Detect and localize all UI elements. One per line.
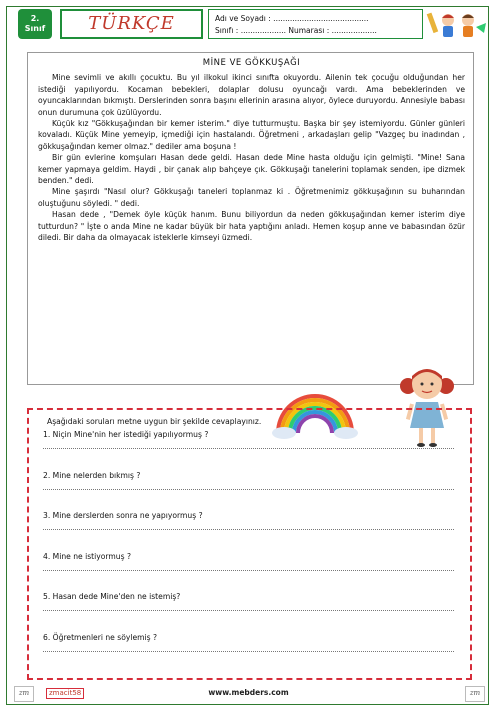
grade-number: 2. [30, 14, 40, 23]
answer-line[interactable] [43, 529, 454, 530]
story-paragraph: Bir gün evlerine komşuları Hasan dede geldi. Hasan dede Mine hasta olduğu için gelmişti. "Mine! Sana kemer yapmaya geldim. Haydi , bir çanak alıp bahçeye çık. Gökkuşağı tanelerini toplamak senden, ipe dizmek benden." dedi. [38, 153, 465, 186]
question-text: 6. Öğretmenleri ne söylemiş ? [43, 632, 158, 642]
grade-badge [18, 9, 52, 39]
website-link[interactable]: www.mebders.com [208, 688, 289, 697]
question-item [39, 552, 460, 593]
questions-section [27, 408, 472, 680]
story-paragraph: Mine sevimli ve akıllı çocuktu. Bu yıl ilkokul ikinci sınıfta okuyordu. Ailenin tek çocuğu olduğundan her istediği yapılıyordu. Kocaman bebekleri, dolaplar dolusu oyuncağı vardı. Ama bebeklerinden ve oyuncaklarından bıkmıştı. Derslerinden sonra başını ellerinin arasına alıyor, öylece duruyordu. Annesiyle babası onun durumuna çok üzülüyordu. [38, 73, 465, 117]
question-item [39, 592, 460, 633]
story-paragraph: Küçük kız "Gökkuşağından bir kemer isterim." diye tutturmuştu. Başka bir şey istemiyordu. Günler günleri kovaladı. Küçük Mine yemeyip, içmediği için hastalandı. Öğretmeni , arkadaşları gelip "Vazgeç bu inadından , gökkuşağından kemer olmaz." dediler ama boşuna ! [38, 119, 465, 151]
question-item [39, 471, 460, 512]
answer-line[interactable] [43, 448, 454, 449]
story-paragraph: Mine şaşırdı "Nasıl olur? Gökkuşağı taneleri toplanmaz ki . Öğretmenimiz gökkuşağının su buharından oluştuğunu söyledi. " dedi. [38, 187, 465, 208]
student-info-box [208, 9, 423, 39]
question-text: 4. Mine ne istiyormuş ? [43, 551, 132, 561]
footer-logo-left: zm [14, 686, 34, 702]
class-number-field[interactable]: Sınıfı : ................... Numarası : ................... [215, 26, 377, 35]
question-text: 3. Mine derslerden sonra ne yapıyormuş ? [43, 511, 203, 520]
name-field[interactable]: Adı ve Soyadı : ........................................ [215, 14, 369, 23]
question-text: 5. Hasan dede Mine'den ne istemiş? [43, 592, 181, 601]
footer-logo-right: zm [465, 686, 485, 702]
grade-label: Sınıf [24, 24, 46, 33]
answer-line[interactable] [43, 489, 454, 490]
reading-passage [27, 52, 474, 385]
answer-line[interactable] [43, 610, 454, 611]
subject-title: TÜRKÇE [60, 9, 203, 39]
question-item [39, 633, 460, 674]
kids-illustration-icon [426, 9, 488, 39]
questions-instructions: Aşağıdaki soruları metne uygun bir şekilde cevaplayınız. [47, 417, 262, 426]
question-item [39, 430, 460, 471]
question-text: 1. Niçin Mine'nin her istediği yapılıyormuş ? [43, 430, 209, 439]
answer-line[interactable] [43, 651, 454, 652]
author-tag: zmacit58 [46, 688, 84, 699]
question-item [39, 511, 460, 552]
answer-line[interactable] [43, 570, 454, 571]
story-paragraph: Hasan dede , "Demek öyle küçük hanım. Bunu biliyordun da neden gökkuşağından kemer isterim diye tutturdun? " İşte o anda Mine ne kadar büyük bir hata yaptığını anladı. Hemen koşup anne ve babasından özür diledi. Bir daha da olmayacak isteklerle kimseyi üzmedi. [38, 210, 465, 243]
question-text: 2. Mine nelerden bıkmış ? [43, 470, 141, 480]
story-title: MİNE VE GÖKKUŞAĞI [202, 58, 301, 68]
